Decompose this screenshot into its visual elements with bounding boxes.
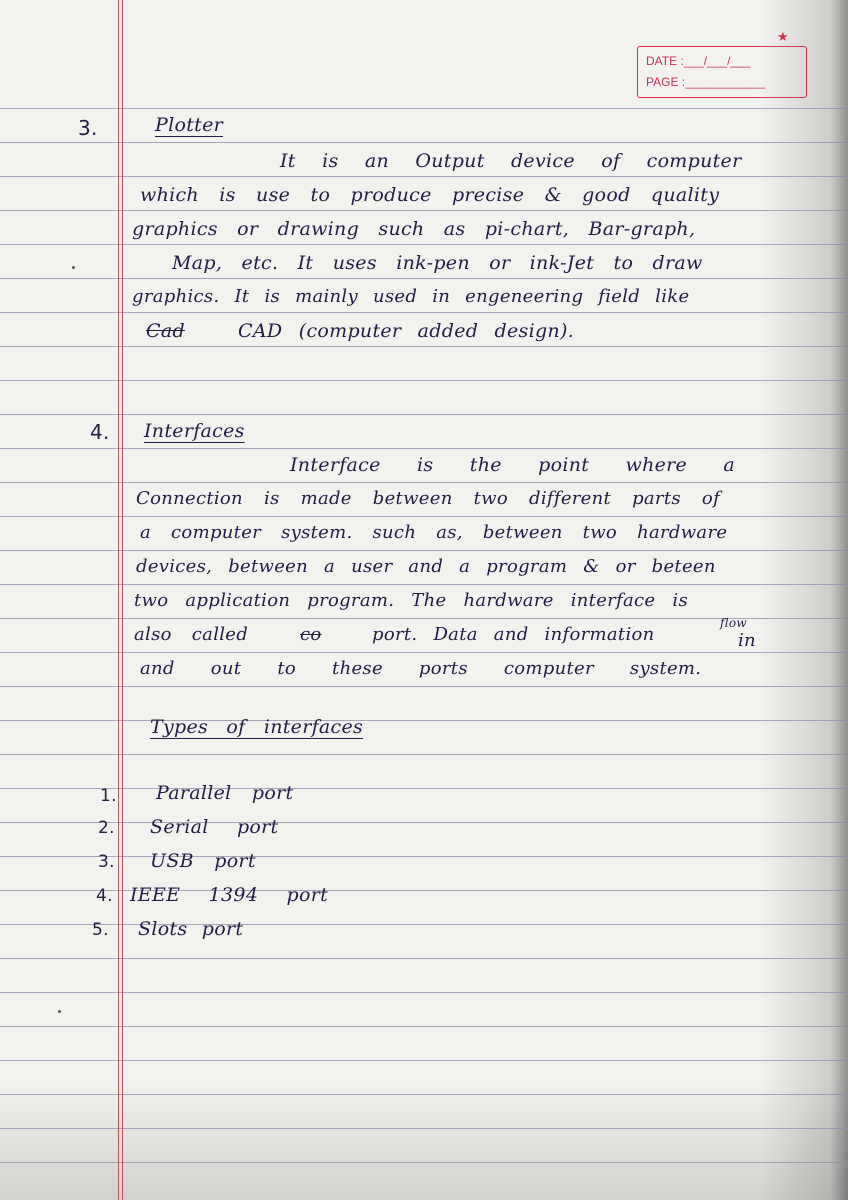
- ruled-line: [0, 652, 848, 653]
- section-title: Plotter: [155, 114, 223, 136]
- star-icon: ★: [777, 30, 789, 45]
- ruled-line: [0, 924, 848, 925]
- ruled-line: [0, 516, 848, 517]
- list-item: USB port: [150, 850, 256, 872]
- section-number: 4.: [90, 420, 110, 444]
- struck-word: Cad: [146, 320, 185, 342]
- paragraph-line: It is an Output device of computer: [280, 150, 742, 172]
- paragraph-line: Map, etc. It uses ink-pen or ink-Jet to draw: [172, 252, 703, 274]
- ruled-line: [0, 788, 848, 789]
- ruled-line: [0, 584, 848, 585]
- paragraph-line: a computer system. such as, between two hardware: [140, 522, 728, 543]
- ruled-line: [0, 1026, 848, 1027]
- ruled-line: [0, 482, 848, 483]
- list-number: 3.: [98, 852, 115, 872]
- ruled-line: [0, 414, 848, 415]
- paragraph-line: Interface is the point where a: [290, 454, 736, 476]
- inserted-word: flow: [720, 616, 747, 630]
- margin-line: [122, 0, 123, 1200]
- ruled-line: [0, 210, 848, 211]
- paper-speck: [58, 1010, 61, 1013]
- ruled-line: [0, 856, 848, 857]
- ruled-line: [0, 380, 848, 381]
- ruled-line: [0, 278, 848, 279]
- list-item: Serial port: [150, 816, 279, 838]
- ruled-line: [0, 958, 848, 959]
- paper-speck: [72, 266, 75, 269]
- struck-word: co: [300, 624, 322, 645]
- ruled-line: [0, 550, 848, 551]
- section-number: 3.: [78, 116, 98, 140]
- list-number: 1.: [100, 786, 117, 806]
- page-label: PAGE :____________: [646, 75, 766, 89]
- paragraph-line: in: [738, 630, 756, 651]
- paragraph-line: graphics. It is mainly used in engeneering field like: [132, 286, 690, 307]
- list-item: Slots port: [138, 918, 244, 940]
- ruled-line: [0, 686, 848, 687]
- ruled-line: [0, 822, 848, 823]
- ruled-line: [0, 176, 848, 177]
- ruled-line: [0, 1162, 848, 1163]
- ruled-line: [0, 448, 848, 449]
- ruled-line: [0, 1094, 848, 1095]
- paragraph-line: which is use to produce precise & good quality: [140, 184, 720, 206]
- ruled-line: [0, 890, 848, 891]
- ruled-line: [0, 992, 848, 993]
- paragraph-line: two application program. The hardware interface is: [134, 590, 689, 611]
- paragraph-line: port. Data and information: [372, 624, 655, 645]
- ruled-line: [0, 720, 848, 721]
- ruled-line: [0, 244, 848, 245]
- paragraph-line: also called: [134, 624, 249, 645]
- list-item: IEEE 1394 port: [130, 884, 329, 906]
- list-number: 5.: [92, 920, 109, 940]
- date-page-box: [637, 46, 807, 98]
- date-label: DATE :___/___/___: [646, 54, 751, 68]
- ruled-line: [0, 108, 848, 109]
- ruled-line: [0, 1128, 848, 1129]
- paragraph-line: and out to these ports computer system.: [140, 658, 702, 679]
- list-item: Parallel port: [156, 782, 294, 804]
- paragraph-line: graphics or drawing such as pi-chart, Bar-graph,: [132, 218, 696, 240]
- ruled-line: [0, 346, 848, 347]
- paragraph-line: devices, between a user and a program & or beteen: [136, 556, 716, 577]
- margin-line: [118, 0, 119, 1200]
- paragraph-line: Connection is made between two different parts of: [136, 488, 721, 509]
- ruled-line: [0, 142, 848, 143]
- ruled-line: [0, 754, 848, 755]
- ruled-line: [0, 1060, 848, 1061]
- paragraph-line: CAD (computer added design).: [238, 320, 575, 342]
- section-title: Interfaces: [144, 420, 245, 442]
- list-number: 4.: [96, 886, 113, 906]
- list-number: 2.: [98, 818, 115, 838]
- ruled-line: [0, 312, 848, 313]
- list-title: Types of interfaces: [150, 716, 364, 738]
